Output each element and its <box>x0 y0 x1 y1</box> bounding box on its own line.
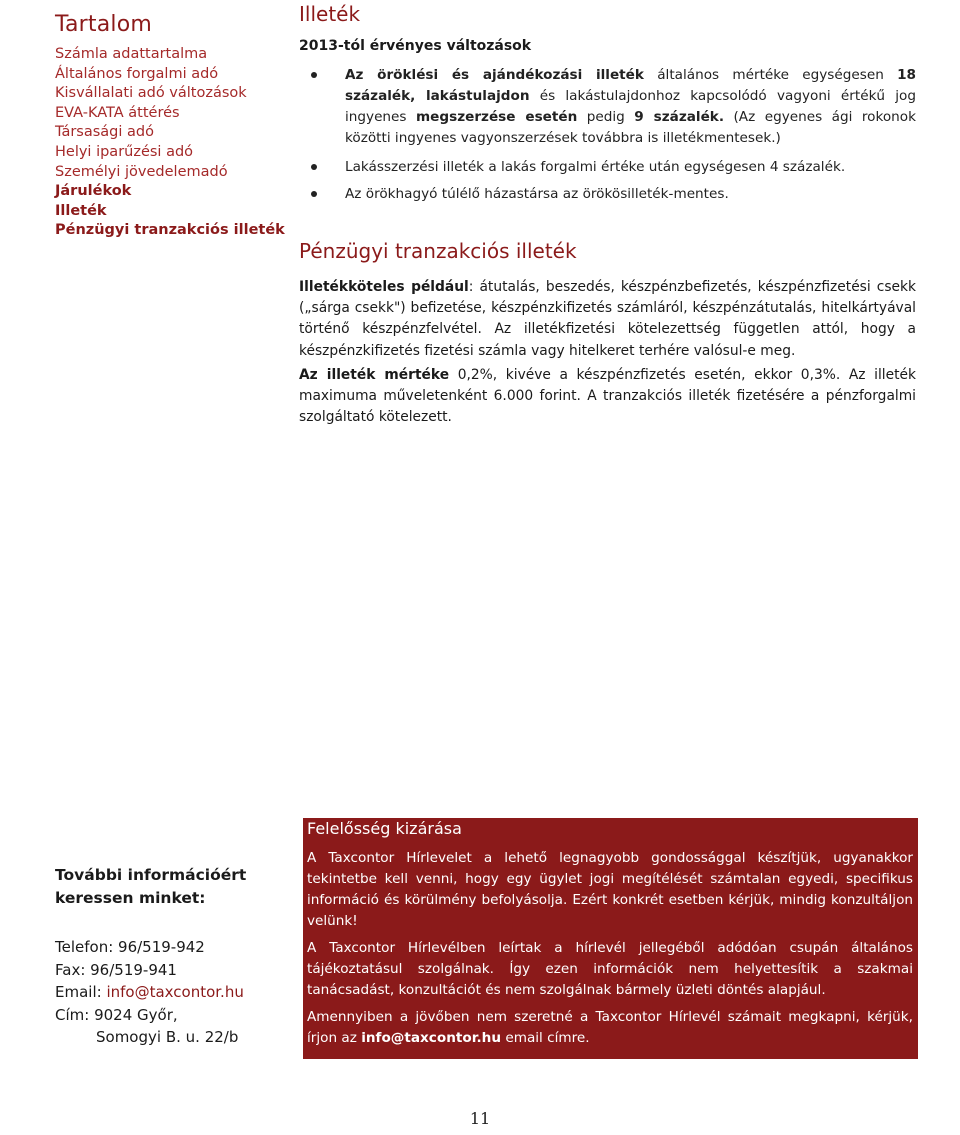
contact-block <box>55 864 285 1049</box>
toc-item-kisvallalati[interactable]: Kisvállalati adó változások <box>55 85 247 102</box>
disclaimer-email-link[interactable]: info@taxcontor.hu <box>361 1030 502 1046</box>
table-of-contents <box>55 12 295 241</box>
contact-heading: További információért keressen minket: <box>55 866 247 907</box>
toc-item-eva-kata[interactable]: EVA-KATA áttérés <box>55 104 180 121</box>
toc-item-iparuzesi[interactable]: Helyi iparűzési adó <box>55 143 194 160</box>
toc-item-tarsasagi[interactable]: Társasági adó <box>55 124 154 141</box>
contact-address-line2: Somogyi B. u. 22/b <box>96 1028 239 1046</box>
page-number: 11 <box>469 1109 491 1128</box>
disclaimer-title: Felelősség kizárása <box>307 819 462 838</box>
list-item: Az örökhagyó túlélő házastársa az örökösilleték-mentes. <box>299 184 916 205</box>
changes-list <box>299 65 916 205</box>
disclaimer-paragraph: Amennyiben a jövőben nem szeretné a Taxcontor Hírlevél számait megkapni, kérjük, írjon az info@taxcontor.hu email címre. <box>307 1009 913 1046</box>
toc-item-jarulekok[interactable]: Járulékok <box>55 183 132 200</box>
toc-title: Tartalom <box>55 12 153 37</box>
email-link[interactable]: info@taxcontor.hu <box>106 983 244 1001</box>
toc-item-tranzakcios[interactable]: Pénzügyi tranzakciós illeték <box>55 222 285 239</box>
contact-phone: Telefon: 96/519-942 <box>55 938 205 956</box>
toc-item-afa[interactable]: Általános forgalmi adó <box>55 65 219 82</box>
toc-item-szamla[interactable]: Számla adattartalma <box>55 46 208 62</box>
toc-item-szja[interactable]: Személyi jövedelemadó <box>55 163 228 180</box>
section-title-illetek: Illeték <box>299 2 361 26</box>
disclaimer-paragraph: A Taxcontor Hírlevelet a lehető legnagyobb gondossággal készítjük, ugyanakkor tekintetbe kell venni, hogy egy ügylet jogi megítélését számtalan egyedi, specifikus információ és körülmény befolyásolja. Ezért konkrét esetben kérjük, mindig konzultáljon velünk! <box>307 850 913 929</box>
contact-address-line1: Cím: 9024 Győr, <box>55 1005 178 1024</box>
subheading-changes: 2013-tól érvényes változások <box>299 38 532 54</box>
paragraph-taxable: Illetékköteles például: átutalás, beszedés, készpénzbefizetés, készpénzfizetési csekk („sárga csekk") befizetése, készpénzkifizetés számláról, készpénzátutalás, hitelkártyával történő készpénzfelvétel. Az illetékfizetési kötelezettség független attól, hogy a készpénzkifizetés fizetési számla vagy hitelkeret terhére valósul-e meg. <box>299 279 916 359</box>
disclaimer-box <box>303 818 918 1059</box>
section-title-tranzakcios: Pénzügyi tranzakciós illeték <box>299 239 577 263</box>
main-content <box>299 2 916 431</box>
disclaimer-paragraph: A Taxcontor Hírlevélben leírtak a hírlevél jellegéből adódóan csupán általános tájékoztatásul szolgálnak. Így ezen információk nem helyettesítik a szakmai tanácsadást, konzultációt és nem szolgálnak bármely üzleti döntés alapjául. <box>307 940 913 998</box>
list-item: Az öröklési és ajándékozási illeték általános mértéke egységesen 18 százalék, lakástulajdon és lakástulajdonhoz kapcsolódó vagyoni értékű jog ingyenes megszerzése esetén pedig 9 százalék. (Az egyenes ági rokonok közötti ingyenes vagyonszerzések továbbra is illetékmentesek.) <box>299 65 916 149</box>
disclaimer-body <box>307 848 913 1055</box>
contact-fax: Fax: 96/519-941 <box>55 960 177 979</box>
paragraph-rate: Az illeték mértéke 0,2%, kivéve a készpénzfizetés esetén, ekkor 0,3%. Az illeték maximuma műveletenként 6.000 forint. A tranzakciós illeték fizetésére a pénzforgalmi szolgáltató kötelezett. <box>299 366 916 426</box>
contact-email: Email: info@taxcontor.hu <box>55 983 244 1001</box>
list-item: Lakásszerzési illeték a lakás forgalmi értéke után egységesen 4 százalék. <box>299 157 916 178</box>
toc-item-illetek[interactable]: Illeték <box>55 202 107 219</box>
toc-list <box>55 45 295 241</box>
